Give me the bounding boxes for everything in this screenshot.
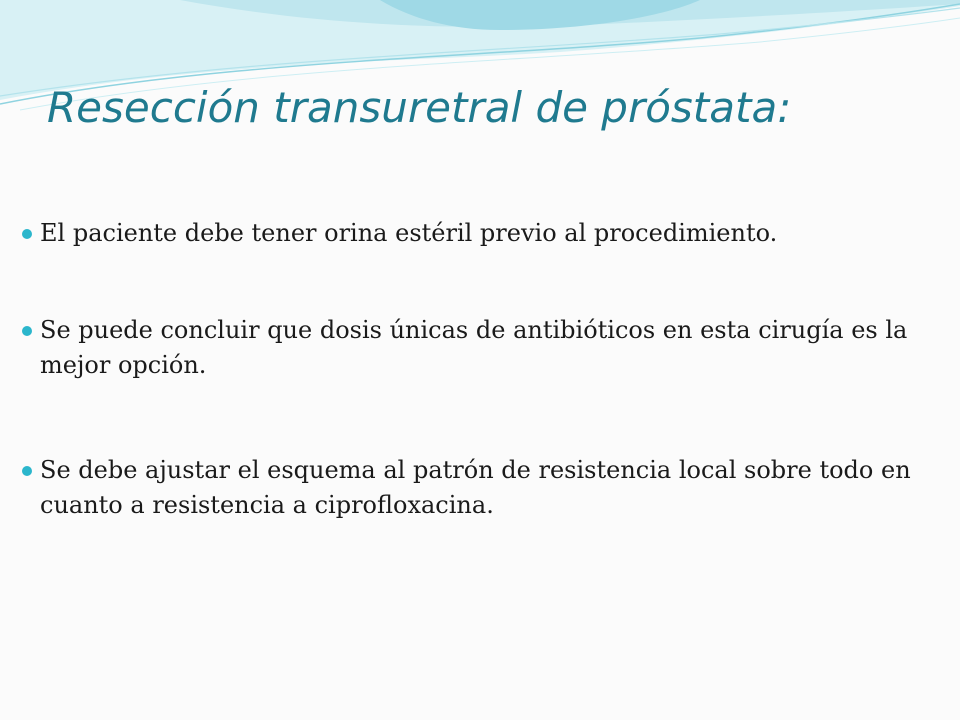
slide-title: Resección transuretral de próstata: — [47, 83, 792, 132]
bullet-text: Se debe ajustar el esquema al patrón de resistencia local sobre todo en cuanto a resistencia a ciprofloxacina. — [40, 456, 911, 519]
bullet-dot-icon — [22, 229, 32, 239]
bullet-text: Se puede concluir que dosis únicas de antibióticos en esta cirugía es la mejor opción. — [40, 316, 908, 379]
bullet-text: El paciente debe tener orina estéril previo al procedimiento. — [40, 219, 778, 247]
bullet-dot-icon — [22, 466, 32, 476]
bullet-dot-icon — [22, 326, 32, 336]
